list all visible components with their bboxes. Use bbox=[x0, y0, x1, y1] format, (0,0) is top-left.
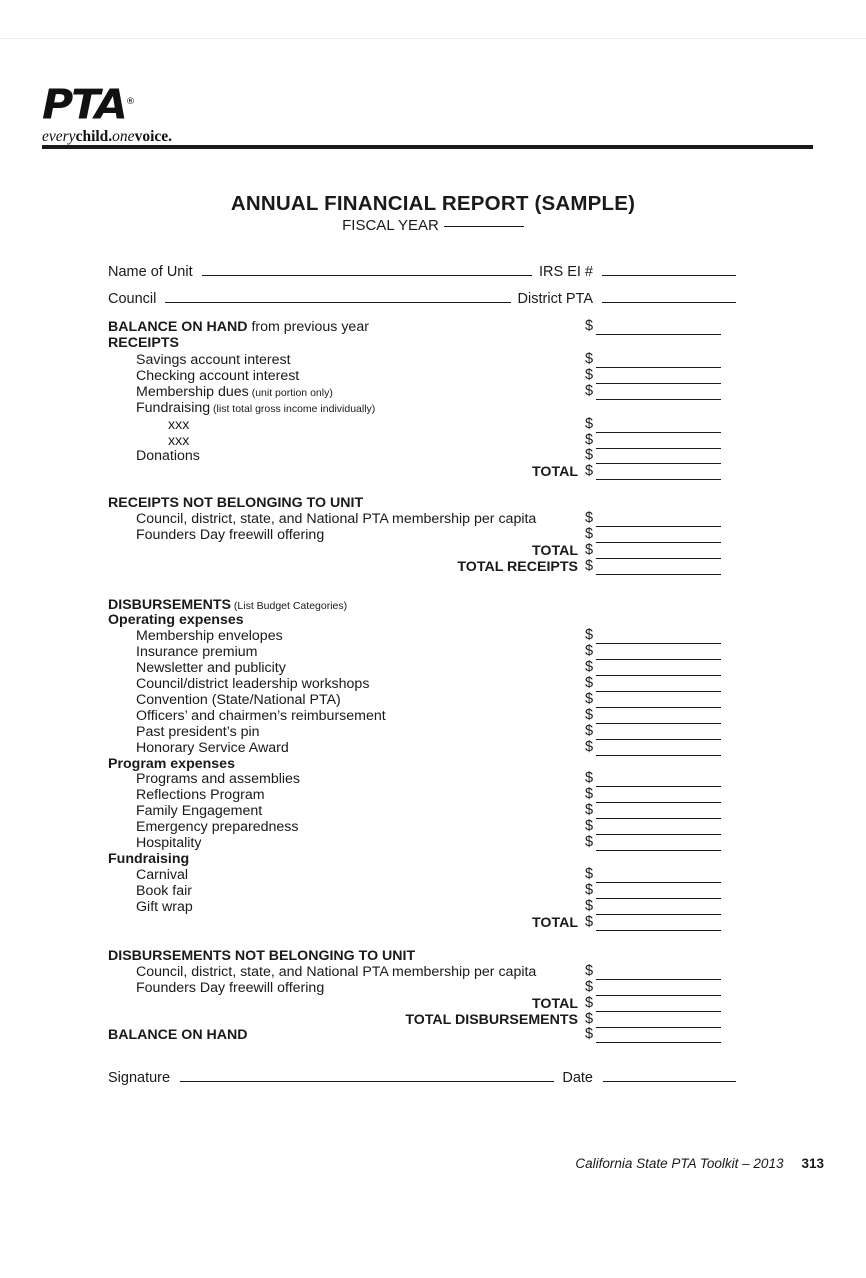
operating-expenses-header: Operating expenses bbox=[108, 612, 244, 628]
receipts-not-belonging-item-per-capita bbox=[108, 511, 736, 527]
operating-expense-honorary-service-award bbox=[108, 740, 736, 756]
operating-expense-leadership-workshops bbox=[108, 676, 736, 692]
currency-symbol: $ bbox=[585, 898, 594, 914]
disbursements-not-belonging-item-per-capita bbox=[108, 964, 736, 980]
currency-symbol: $ bbox=[585, 351, 594, 367]
fiscal-year-label bbox=[0, 217, 866, 234]
balance-on-hand-previous-row bbox=[108, 319, 736, 335]
signature-input[interactable] bbox=[180, 1068, 554, 1082]
item-label: Honorary Service Award bbox=[136, 740, 289, 756]
fundraising-expense-book-fair bbox=[108, 883, 736, 899]
currency-symbol: $ bbox=[585, 739, 594, 755]
fiscal-year-blank[interactable] bbox=[444, 226, 524, 227]
item-label: Membership envelopes bbox=[136, 628, 283, 644]
amount-blank[interactable] bbox=[596, 930, 721, 931]
item-label: Founders Day freewill offering bbox=[136, 527, 325, 543]
operating-expense-membership-envelopes bbox=[108, 628, 736, 644]
receipts-header-row bbox=[108, 335, 736, 351]
currency-symbol: $ bbox=[585, 643, 594, 659]
amount-blank[interactable] bbox=[596, 1042, 721, 1043]
receipts-not-belonging-item-founders-day bbox=[108, 527, 736, 543]
disbursements-header-row bbox=[108, 597, 736, 613]
currency-symbol: $ bbox=[585, 882, 594, 898]
currency-symbol: $ bbox=[585, 510, 594, 526]
tagline-part-2: child. bbox=[75, 127, 113, 145]
currency-symbol: $ bbox=[585, 866, 594, 882]
disbursements-not-belonging-item-founders-day bbox=[108, 980, 736, 996]
currency-symbol: $ bbox=[585, 463, 594, 479]
program-expense-hospitality bbox=[108, 835, 736, 851]
district-pta-input[interactable] bbox=[602, 289, 736, 303]
header-divider bbox=[42, 145, 813, 149]
item-label: Programs and assemblies bbox=[136, 771, 301, 787]
total-disbursements-row bbox=[108, 1012, 736, 1028]
item-label: Emergency preparedness bbox=[136, 819, 299, 835]
currency-symbol: $ bbox=[585, 416, 594, 432]
total-receipts-row bbox=[108, 559, 736, 575]
registered-trademark-icon: ® bbox=[125, 97, 136, 107]
total-label: TOTAL bbox=[532, 915, 578, 931]
receipts-item-savings-interest bbox=[108, 352, 736, 368]
item-label: Convention (State/National PTA) bbox=[136, 692, 341, 708]
currency-symbol: $ bbox=[585, 802, 594, 818]
disbursements-note: (List Budget Categories) bbox=[230, 600, 348, 612]
currency-symbol: $ bbox=[585, 367, 594, 383]
council-input[interactable] bbox=[165, 289, 510, 303]
receipts-item-checking-interest bbox=[108, 368, 736, 384]
operating-expense-past-presidents-pin bbox=[108, 724, 736, 740]
item-note: (list total gross income individually) bbox=[210, 403, 376, 415]
item-label: Newsletter and publicity bbox=[136, 660, 286, 676]
item-label: Council/district leadership workshops bbox=[136, 676, 370, 692]
program-expense-emergency-preparedness bbox=[108, 819, 736, 835]
currency-symbol: $ bbox=[585, 707, 594, 723]
item-label: Founders Day freewill offering bbox=[136, 980, 325, 996]
receipts-item-membership-dues bbox=[108, 384, 736, 400]
program-expenses-header: Program expenses bbox=[108, 756, 235, 772]
currency-symbol: $ bbox=[585, 723, 594, 739]
currency-symbol: $ bbox=[585, 1026, 594, 1042]
currency-symbol: $ bbox=[585, 542, 594, 558]
currency-symbol: $ bbox=[585, 818, 594, 834]
name-of-unit-input[interactable] bbox=[202, 262, 532, 276]
item-label: Book fair bbox=[136, 883, 192, 899]
currency-symbol: $ bbox=[585, 659, 594, 675]
amount-blank[interactable] bbox=[596, 479, 721, 480]
total-label: TOTAL bbox=[532, 996, 578, 1012]
program-expense-family-engagement bbox=[108, 803, 736, 819]
item-label: Council, district, state, and National PTA membership per capita bbox=[136, 964, 537, 980]
footer-page-number: 313 bbox=[801, 1156, 824, 1171]
item-label: xxx bbox=[168, 433, 190, 449]
signature-label: Signature bbox=[108, 1070, 171, 1086]
total-label: TOTAL bbox=[532, 464, 578, 480]
item-label: Carnival bbox=[136, 867, 189, 883]
currency-symbol: $ bbox=[585, 675, 594, 691]
currency-symbol: $ bbox=[585, 447, 594, 463]
balance-on-hand-row bbox=[108, 1027, 736, 1043]
receipts-item-fundraising-placeholder-2 bbox=[108, 433, 736, 449]
item-label: Hospitality bbox=[136, 835, 202, 851]
council-row bbox=[108, 289, 736, 307]
disbursements-total-row bbox=[108, 915, 736, 931]
tagline-part-3: one bbox=[112, 127, 135, 145]
item-label: Officers’ and chairmen’s reimbursement bbox=[136, 708, 386, 724]
item-label: Savings account interest bbox=[136, 352, 291, 368]
item-label: Checking account interest bbox=[136, 368, 300, 384]
irs-ei-input[interactable] bbox=[602, 262, 736, 276]
program-expense-programs-assemblies bbox=[108, 771, 736, 787]
item-note: (unit portion only) bbox=[248, 387, 333, 399]
operating-expenses-header-row bbox=[108, 612, 736, 628]
pta-wordmark-text: PTA bbox=[42, 80, 126, 129]
receipts-not-belonging-header: RECEIPTS NOT BELONGING TO UNIT bbox=[108, 495, 364, 511]
currency-symbol: $ bbox=[585, 691, 594, 707]
tagline-part-1: every bbox=[42, 127, 76, 145]
fundraising-expenses-header: Fundraising bbox=[108, 851, 190, 867]
fundraising-expense-gift-wrap bbox=[108, 899, 736, 915]
date-input[interactable] bbox=[603, 1068, 736, 1082]
currency-symbol: $ bbox=[585, 627, 594, 643]
disbursements-not-belonging-header: DISBURSEMENTS NOT BELONGING TO UNIT bbox=[108, 948, 416, 964]
district-pta-label: District PTA bbox=[517, 291, 593, 307]
date-label: Date bbox=[562, 1070, 593, 1086]
receipts-not-belonging-header-row bbox=[108, 495, 736, 511]
pta-wordmark bbox=[42, 80, 135, 127]
currency-symbol: $ bbox=[585, 786, 594, 802]
currency-symbol: $ bbox=[585, 834, 594, 850]
fundraising-expense-carnival bbox=[108, 867, 736, 883]
name-of-unit-row bbox=[108, 262, 736, 280]
currency-symbol: $ bbox=[585, 432, 594, 448]
currency-symbol: $ bbox=[585, 526, 594, 542]
item-label: Past president’s pin bbox=[136, 724, 260, 740]
disbursements-not-belonging-total-row bbox=[108, 996, 736, 1012]
receipts-item-fundraising-placeholder-1 bbox=[108, 417, 736, 433]
currency-symbol: $ bbox=[585, 914, 594, 930]
balance-on-hand-previous-label: BALANCE ON HAND bbox=[108, 319, 248, 335]
operating-expense-convention bbox=[108, 692, 736, 708]
item-label: Donations bbox=[136, 448, 200, 464]
irs-ei-label: IRS EI # bbox=[539, 264, 593, 280]
receipts-header: RECEIPTS bbox=[108, 335, 179, 351]
page-title: ANNUAL FINANCIAL REPORT (SAMPLE) bbox=[230, 192, 636, 215]
total-receipts-label: TOTAL RECEIPTS bbox=[457, 559, 578, 575]
pta-logo bbox=[42, 80, 342, 146]
item-label: Family Engagement bbox=[136, 803, 263, 819]
balance-on-hand-previous-suffix: from previous year bbox=[247, 319, 369, 335]
currency-symbol: $ bbox=[585, 995, 594, 1011]
currency-symbol: $ bbox=[585, 558, 594, 574]
disbursements-header: DISBURSEMENTS bbox=[108, 597, 231, 613]
amount-blank[interactable] bbox=[596, 574, 721, 575]
item-label: xxx bbox=[168, 417, 190, 433]
program-expense-reflections-program bbox=[108, 787, 736, 803]
signature-row bbox=[108, 1068, 736, 1086]
currency-symbol: $ bbox=[585, 770, 594, 786]
footer-source: California State PTA Toolkit – 2013 bbox=[575, 1156, 784, 1171]
balance-on-hand-label: BALANCE ON HAND bbox=[108, 1027, 248, 1043]
operating-expense-officers-reimbursement bbox=[108, 708, 736, 724]
program-expenses-header-row bbox=[108, 756, 736, 772]
council-label: Council bbox=[108, 291, 157, 307]
disbursements-not-belonging-header-row bbox=[108, 948, 736, 964]
receipts-total-row bbox=[108, 464, 736, 480]
currency-symbol: $ bbox=[585, 383, 594, 399]
page-top-border bbox=[0, 38, 866, 39]
item-label: Council, district, state, and National PTA membership per capita bbox=[136, 511, 537, 527]
item-label: Gift wrap bbox=[136, 899, 193, 915]
receipts-item-donations bbox=[108, 448, 736, 464]
item-label: Membership dues bbox=[136, 384, 249, 400]
tagline-part-4: voice. bbox=[134, 127, 173, 145]
operating-expense-newsletter-publicity bbox=[108, 660, 736, 676]
currency-symbol: $ bbox=[585, 979, 594, 995]
page-footer bbox=[0, 1156, 866, 1171]
pta-tagline bbox=[42, 128, 342, 146]
fundraising-expenses-header-row bbox=[108, 851, 736, 867]
total-label: TOTAL bbox=[532, 543, 578, 559]
item-label: Reflections Program bbox=[136, 787, 265, 803]
receipts-not-belonging-total-row bbox=[108, 543, 736, 559]
receipts-item-fundraising bbox=[108, 400, 736, 416]
item-label: Fundraising bbox=[136, 400, 211, 416]
item-label: Insurance premium bbox=[136, 644, 258, 660]
total-disbursements-label: TOTAL DISBURSEMENTS bbox=[405, 1012, 578, 1028]
currency-symbol: $ bbox=[585, 1011, 594, 1027]
fiscal-year-text: FISCAL YEAR bbox=[342, 217, 439, 234]
name-of-unit-label: Name of Unit bbox=[108, 264, 193, 280]
currency-symbol: $ bbox=[585, 963, 594, 979]
currency-symbol: $ bbox=[585, 318, 594, 334]
operating-expense-insurance-premium bbox=[108, 644, 736, 660]
